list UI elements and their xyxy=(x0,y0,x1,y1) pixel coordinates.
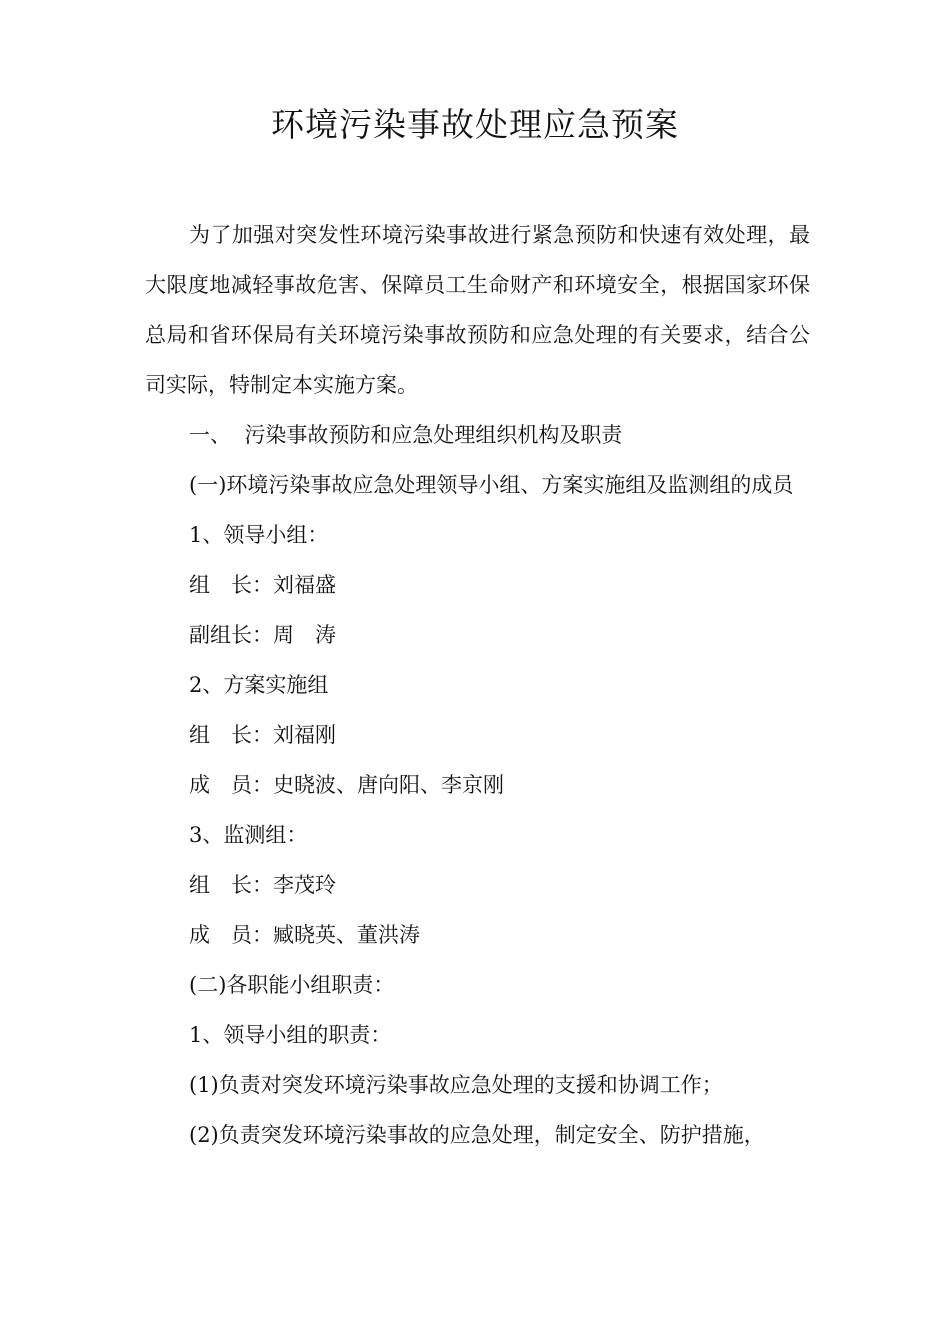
section-heading: 一、 污染事故预防和应急处理组织机构及职责 xyxy=(189,423,623,447)
subsection-heading: (一)环境污染事故应急处理领导小组、方案实施组及监测组的成员 xyxy=(189,473,794,497)
document-body xyxy=(145,210,810,1160)
implement-group-members: 成 员：史晓波、唐向阳、李京刚 xyxy=(189,773,504,797)
document-title: 环境污染事故处理应急预案 xyxy=(271,105,679,144)
duty-item-2: (2)负责突发环境污染事故的应急处理，制定安全、防护措施， xyxy=(189,1123,765,1147)
implement-group-heading: 2、方案实施组 xyxy=(189,673,329,697)
duty-item-1: (1)负责对突发环境污染事故应急处理的支援和协调工作； xyxy=(189,1073,723,1097)
leader-group-deputy: 副组长：周 涛 xyxy=(189,623,336,647)
implement-group-leader: 组 长：刘福刚 xyxy=(189,723,336,747)
monitor-group-leader: 组 长：李茂玲 xyxy=(189,873,336,897)
leader-group-leader: 组 长：刘福盛 xyxy=(189,573,336,597)
monitor-group-members: 成 员：臧晓英、董洪涛 xyxy=(189,923,420,947)
monitor-group-heading: 3、监测组： xyxy=(189,823,308,847)
leader-group-heading: 1、领导小组： xyxy=(189,523,329,547)
duty-heading: 1、领导小组的职责： xyxy=(189,1023,392,1047)
subsection-heading-2: (二)各职能小组职责： xyxy=(189,973,395,997)
intro-paragraph: 为了加强对突发性环境污染事故进行紧急预防和快速有效处理，最大限度地减轻事故危害、保障员工生命财产和环境安全，根据国家环保总局和省环保局有关环境污染事故预防和应急处理的有关要求，结合公司实际，特制定本实施方案。 xyxy=(145,223,810,397)
